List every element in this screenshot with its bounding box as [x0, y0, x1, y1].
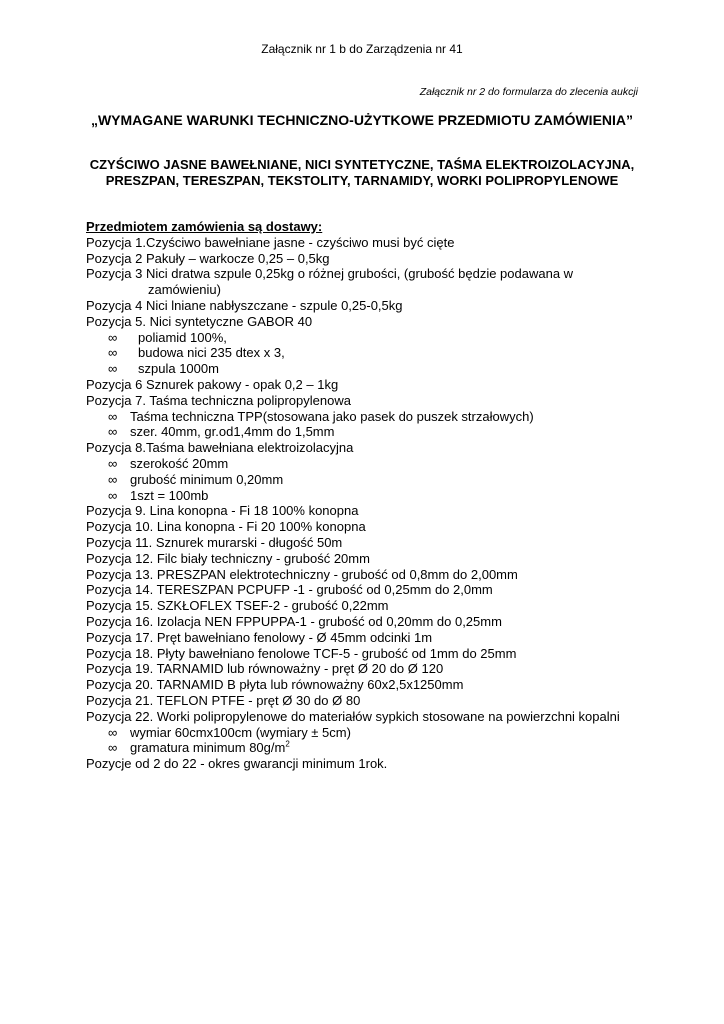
position-5: Pozycja 5. Nici syntetyczne GABOR 40: [86, 313, 313, 329]
bullet-icon: ∞: [108, 740, 118, 756]
bullet-icon: ∞: [108, 455, 118, 471]
position-7: Pozycja 7. Taśma techniczna polipropylenowa: [86, 392, 351, 408]
list-item: [86, 740, 646, 756]
list-item: [86, 330, 646, 346]
position-21: Pozycja 21. TEFLON PTFE - pręt Ø 30 do Ø 80: [86, 692, 361, 708]
list-item-text: 1szt = 100mb: [130, 487, 209, 503]
bullet-icon: ∞: [108, 487, 118, 503]
position-3: Pozycja 3 Nici dratwa szpule 0,25kg o różnej grubości, (grubość będzie podawana w: [86, 266, 574, 282]
list-item-text: grubość minimum 0,20mm: [130, 471, 284, 487]
list-item: [86, 488, 646, 504]
superscript-exponent: 2: [285, 739, 290, 749]
section-heading: Przedmiotem zamówienia są dostawy:: [86, 219, 323, 234]
list-item-text: gramatura minimum 80g/m: [130, 740, 286, 756]
list-item: [86, 424, 646, 440]
list-item: [86, 409, 646, 425]
position-13: Pozycja 13. PRESZPAN elektrotechniczny - grubość od 0,8mm do 2,00mm: [86, 566, 518, 582]
bullet-icon: ∞: [108, 361, 118, 377]
position-9: Pozycja 9. Lina konopna - Fi 18 100% konopna: [86, 503, 359, 519]
list-item: [86, 725, 646, 741]
position-3-continuation: zamówieniu): [148, 282, 221, 298]
bullet-icon: ∞: [108, 345, 118, 361]
order-content: [86, 219, 646, 772]
document-title: „WYMAGANE WARUNKI TECHNICZNO-UŻYTKOWE PRZEDMIOTU ZAMÓWIENIA”: [90, 112, 634, 128]
list-item: [86, 345, 646, 361]
list-item-text: Taśma techniczna TPP(stosowana jako pasek do puszek strzałowych): [130, 408, 534, 424]
position-22: Pozycja 22. Worki polipropylenowe do materiałów sypkich stosowane na powierzchni kopalni: [86, 708, 620, 724]
position-14: Pozycja 14. TERESZPAN PCPUFP -1 - grubość od 0,25mm do 2,0mm: [86, 582, 493, 598]
position-6: Pozycja 6 Sznurek pakowy - opak 0,2 – 1kg: [86, 376, 339, 392]
position-18: Pozycja 18. Płyty bawełniano fenolowe TCF-5 - grubość od 1mm do 25mm: [86, 645, 517, 661]
list-item-text: szpula 1000m: [138, 361, 219, 377]
list-item-text: poliamid 100%,: [138, 329, 227, 345]
list-item-text: budowa nici 235 dtex x 3,: [138, 345, 285, 361]
list-item-text: wymiar 60cmx100cm (wymiary ± 5cm): [130, 724, 351, 740]
list-item-text: szerokość 20mm: [130, 455, 229, 471]
position-15: Pozycja 15. SZKŁOFLEX TSEF-2 - grubość 0,22mm: [86, 598, 389, 614]
warranty-note: Pozycje od 2 do 22 - okres gwarancji minimum 1rok.: [86, 756, 388, 772]
position-10: Pozycja 10. Lina konopna - Fi 20 100% konopna: [86, 519, 366, 535]
list-item: [86, 361, 646, 377]
position-11: Pozycja 11. Sznurek murarski - długość 50m: [86, 534, 343, 550]
position-8: Pozycja 8.Taśma bawełniana elektroizolacyjna: [86, 440, 354, 456]
document-subtitle: CZYŚCIWO JASNE BAWEŁNIANE, NICI SYNTETYCZNE, TAŚMA ELEKTROIZOLACYJNA, PRESZPAN, TERESZPAN, TEKSTOLITY, TARNAMIDY, WORKI POLIPROPYLENOWE: [89, 157, 635, 188]
annex-subheader: Załącznik nr 2 do formularza do zlecenia aukcji: [419, 86, 638, 98]
position-12: Pozycja 12. Filc biały techniczny - grubość 20mm: [86, 550, 370, 566]
bullet-icon: ∞: [108, 424, 118, 440]
list-item: [86, 472, 646, 488]
position-17: Pozycja 17. Pręt bawełniano fenolowy - Ø 45mm odcinki 1m: [86, 629, 433, 645]
position-20: Pozycja 20. TARNAMID B płyta lub równoważny 60x2,5x1250mm: [86, 677, 464, 693]
bullet-icon: ∞: [108, 724, 118, 740]
list-item-text: szer. 40mm, gr.od1,4mm do 1,5mm: [130, 424, 335, 440]
position-19: Pozycja 19. TARNAMID lub równoważny - pręt Ø 20 do Ø 120: [86, 661, 444, 677]
annex-header: Załącznik nr 1 b do Zarządzenia nr 41: [261, 42, 463, 56]
bullet-icon: ∞: [108, 471, 118, 487]
position-4: Pozycja 4 Nici lniane nabłyszczane - szpule 0,25-0,5kg: [86, 297, 403, 313]
bullet-icon: ∞: [108, 329, 118, 345]
position-1: Pozycja 1.Czyściwo bawełniane jasne - czyściwo musi być cięte: [86, 234, 455, 250]
list-item: [86, 456, 646, 472]
bullet-icon: ∞: [108, 408, 118, 424]
position-2: Pozycja 2 Pakuły – warkocze 0,25 – 0,5kg: [86, 250, 330, 266]
position-16: Pozycja 16. Izolacja NEN FPPUPPA-1 - grubość od 0,20mm do 0,25mm: [86, 613, 502, 629]
